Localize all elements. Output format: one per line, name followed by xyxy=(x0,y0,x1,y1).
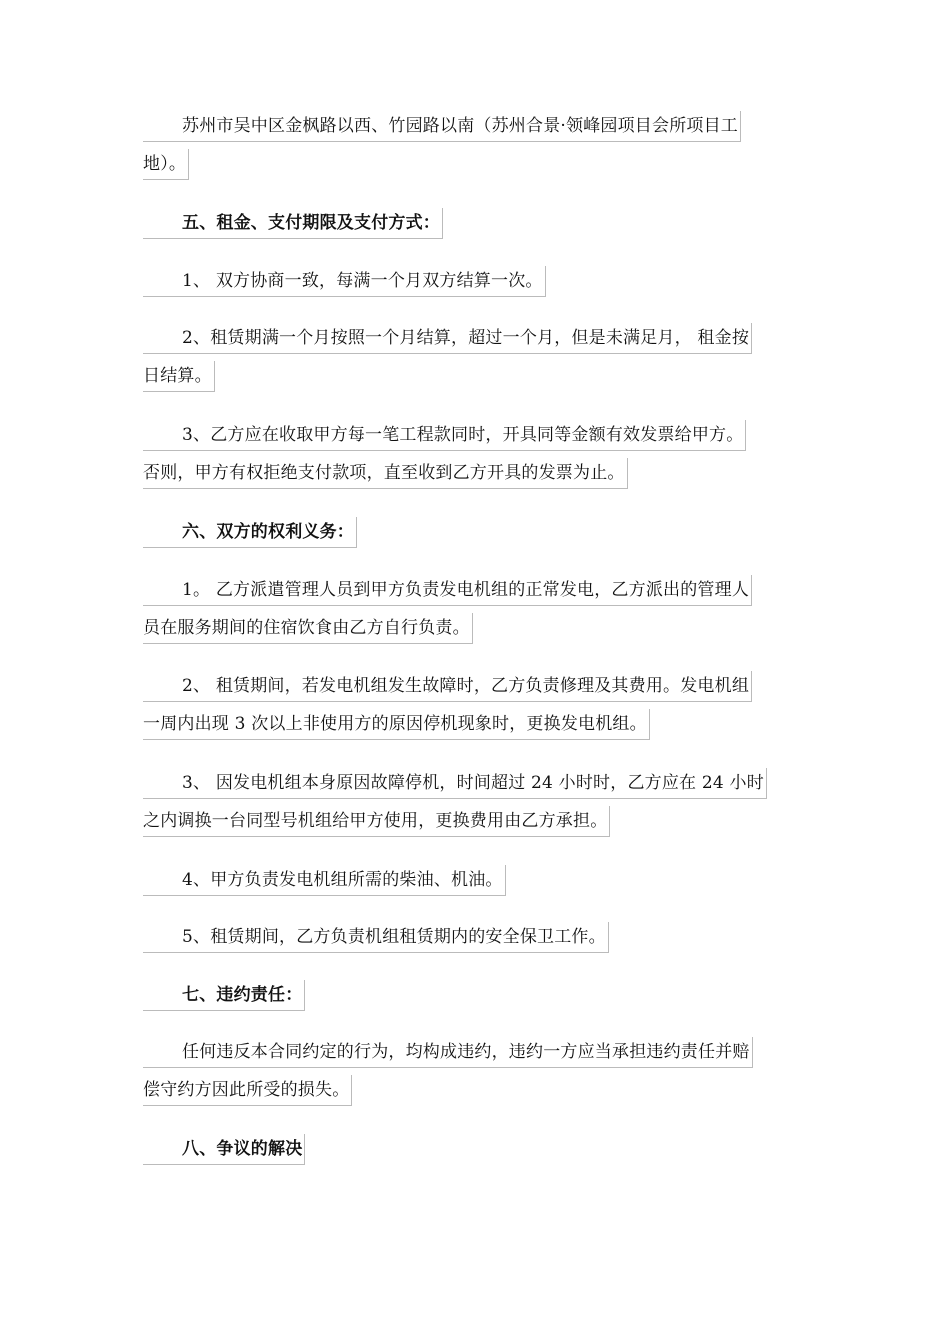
paragraph-line: 3、 因发电机组本身原因故障停机，时间超过 24 小时时，乙方应在 24 小时 xyxy=(143,768,767,799)
paragraph-line: 地）。 xyxy=(143,149,189,180)
section-heading-disputes xyxy=(143,1130,807,1168)
paragraph-line: 日结算。 xyxy=(143,361,215,392)
paragraph-line: 苏州市吴中区金枫路以西、竹园路以南（苏州合景·领峰园项目会所项目工 xyxy=(143,111,741,142)
clause-6-3 xyxy=(143,764,807,840)
paragraph-line: 一周内出现 3 次以上非使用方的原因停机现象时，更换发电机组。 xyxy=(143,709,650,740)
paragraph-line: 2、 租赁期间，若发电机组发生故障时，乙方负责修理及其费用。发电机组 xyxy=(143,671,752,702)
section-heading-breach xyxy=(143,976,807,1014)
clause-5-3 xyxy=(143,416,807,492)
heading-text: 七、违约责任： xyxy=(143,980,305,1011)
paragraph-line: 1、 双方协商一致，每满一个月双方结算一次。 xyxy=(143,266,546,297)
paragraph-line: 任何违反本合同约定的行为，均构成违约，违约一方应当承担违约责任并赔 xyxy=(143,1037,753,1068)
paragraph-line: 否则，甲方有权拒绝支付款项，直至收到乙方开具的发票为止。 xyxy=(143,458,628,489)
clause-6-4 xyxy=(143,861,807,899)
heading-text: 八、争议的解决 xyxy=(143,1134,305,1165)
heading-text: 六、双方的权利义务： xyxy=(143,517,357,548)
clause-5-2 xyxy=(143,319,807,395)
clause-6-2 xyxy=(143,667,807,743)
clause-6-1 xyxy=(143,571,807,647)
paragraph-line: 之内调换一台同型号机组给甲方使用，更换费用由乙方承担。 xyxy=(143,806,610,837)
clause-5-1 xyxy=(143,262,807,300)
clause-6-5 xyxy=(143,918,807,956)
paragraph-line: 偿守约方因此所受的损失。 xyxy=(143,1075,352,1106)
paragraph-line: 1。 乙方派遣管理人员到甲方负责发电机组的正常发电，乙方派出的管理人 xyxy=(143,575,752,606)
heading-text: 五、租金、支付期限及支付方式： xyxy=(143,208,443,239)
project-address-paragraph xyxy=(143,107,807,183)
paragraph-line: 2、租赁期满一个月按照一个月结算，超过一个月，但是未满足月， 租金按 xyxy=(143,323,752,354)
paragraph-line: 员在服务期间的住宿饮食由乙方自行负责。 xyxy=(143,613,473,644)
paragraph-line: 4、甲方负责发电机组所需的柴油、机油。 xyxy=(143,865,506,896)
paragraph-line: 3、乙方应在收取甲方每一笔工程款同时，开具同等金额有效发票给甲方。 xyxy=(143,420,746,451)
section-heading-rent-payment xyxy=(143,204,807,242)
section-heading-rights-obligations xyxy=(143,513,807,551)
paragraph-line: 5、租赁期间，乙方负责机组租赁期内的安全保卫工作。 xyxy=(143,922,609,953)
clause-7-body xyxy=(143,1033,807,1109)
